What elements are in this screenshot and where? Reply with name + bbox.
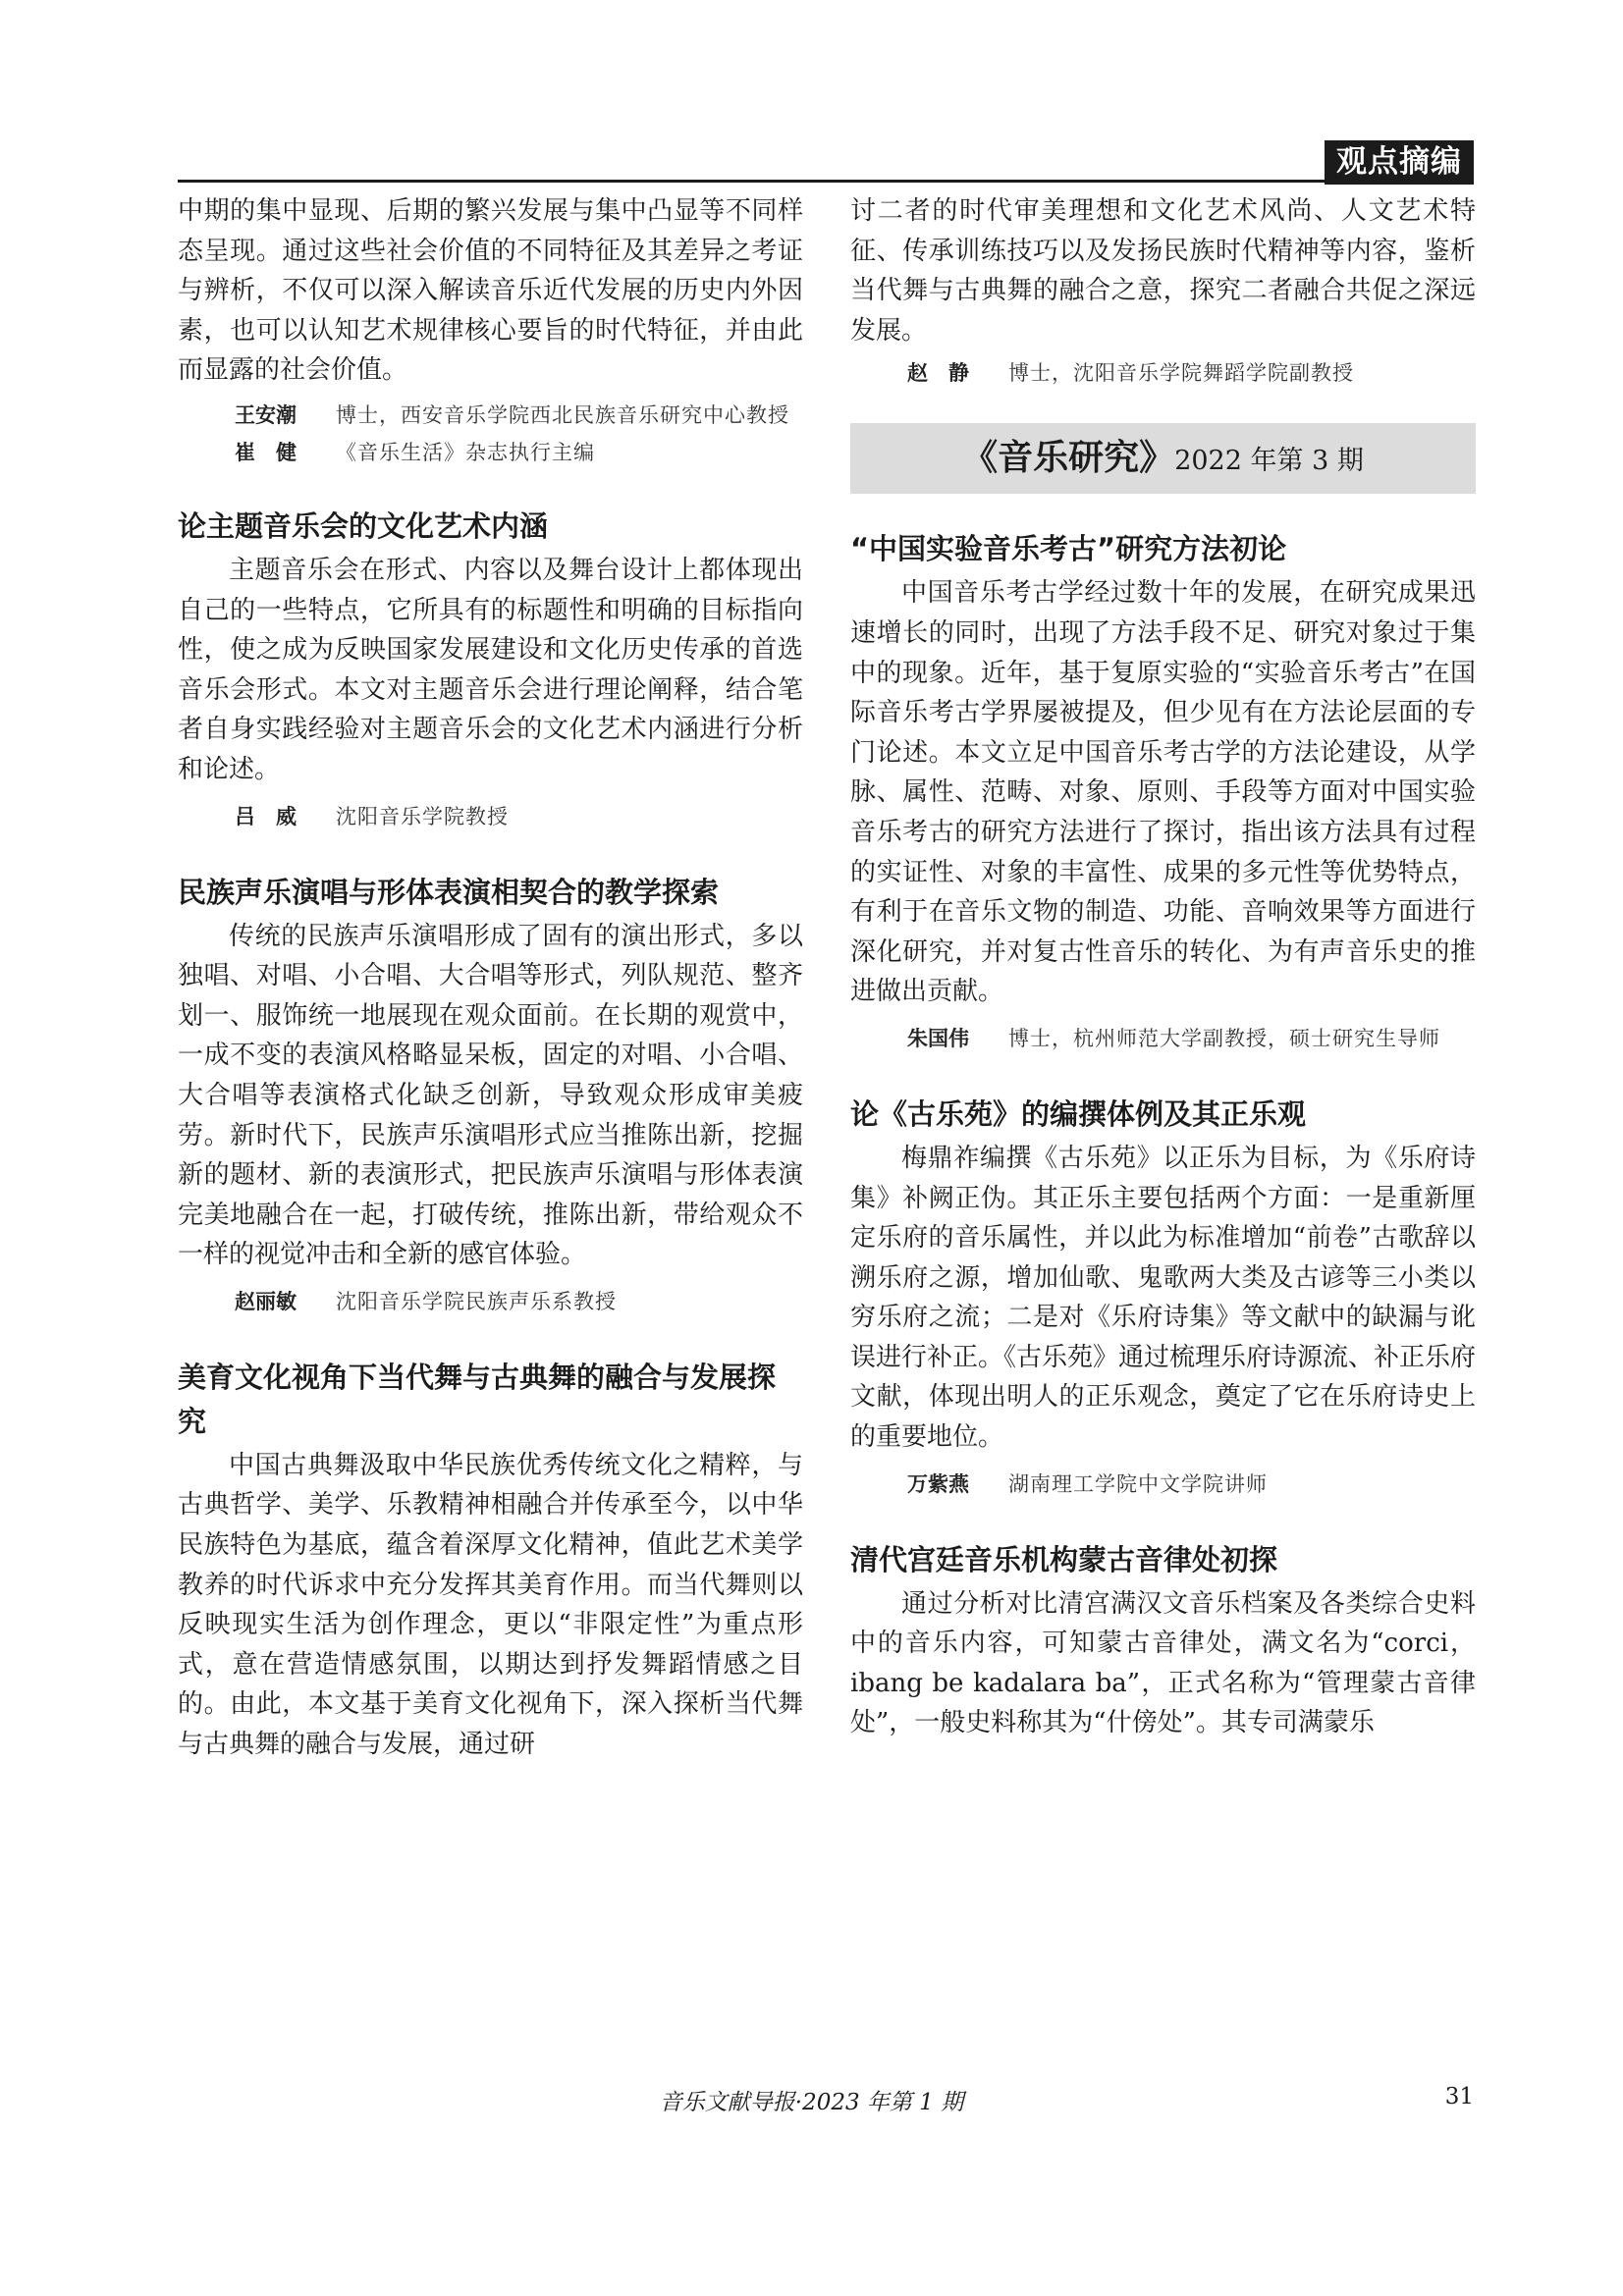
author-name: 赵丽敏 xyxy=(235,1289,297,1313)
continued-text: 中期的集中显现、后期的繁兴发展与集中凸显等不同样态呈现。通过这些社会价值的不同特征及其差异之考证与辨析，不仅可以深入解读音乐近代发展的历史内外因素，也可以认知艺术规律核心要旨的时代特征，并由此而显露的社会价值。 xyxy=(178,196,803,386)
author-line xyxy=(178,1287,803,1316)
author-name: 吕 威 xyxy=(235,804,297,828)
author-line xyxy=(178,802,803,831)
article-abstract: 主题音乐会在形式、内容以及舞台设计上都体现出自己的一些特点，它所具有的标题性和明确的目标指向性，使之成为反映国家发展建设和文化历史传承的首选音乐会形式。本文对主题音乐会进行理论阐释，结合笔者自身实践经验对主题音乐会的文化艺术内涵进行分析和论述。 xyxy=(178,555,803,784)
article-abstract: 中国古典舞汲取中华民族优秀传统文化之精粹，与古典哲学、美学、乐教精神相融合并传承至今，以中华民族特色为基底，蕴含着深厚文化精神，值此艺术美学教养的时代诉求中充分发挥其美育作用。而当代舞则以反映现实生活为创作理念，更以“非限定性”为重点形式，意在营造情感氛围，以期达到抒发舞蹈情感之目的。由此，本文基于美育文化视角下，深入探析当代舞与古典舞的融合与发展，通过研 xyxy=(178,1450,803,1760)
article xyxy=(850,1538,1476,1743)
continued-text: 讨二者的时代审美理想和文化艺术风尚、人文艺术特征、传承训练技巧以及发扬民族时代精神等内容，鉴析当代舞与古典舞的融合之意，探究二者融合共促之深远发展。 xyxy=(850,196,1476,346)
journal-issue: 2022 年第 3 期 xyxy=(1174,446,1364,477)
article-title: 清代宫廷音乐机构蒙古音律处初探 xyxy=(850,1542,1278,1576)
article-title: “中国实验音乐考古”研究方法初论 xyxy=(850,532,1287,566)
article xyxy=(178,871,803,1316)
article-title: 论《古乐苑》的编撰体例及其正乐观 xyxy=(850,1096,1307,1131)
author-affiliation: 沈阳音乐学院教授 xyxy=(336,804,509,828)
journal-name: 《音乐研究》 xyxy=(962,438,1175,479)
journal-banner xyxy=(850,423,1476,494)
author-affiliation: 湖南理工学院中文学院讲师 xyxy=(1008,1471,1268,1496)
right-column xyxy=(850,191,1476,1743)
article xyxy=(178,1356,803,1765)
author-affiliation: 博士，沈阳音乐学院舞蹈学院副教授 xyxy=(1008,361,1354,386)
author-name: 赵 静 xyxy=(907,361,969,386)
page-number: 31 xyxy=(1444,2084,1474,2109)
author-line xyxy=(178,438,803,467)
author-affiliation: 博士，西安音乐学院西北民族音乐研究中心教授 xyxy=(336,402,789,427)
author-affiliation: 沈阳音乐学院民族声乐系教授 xyxy=(336,1289,617,1313)
article xyxy=(850,527,1476,1053)
author-affiliation: 博士，杭州师范大学副教授，硕士研究生导师 xyxy=(1008,1026,1440,1050)
author-name: 崔 健 xyxy=(235,440,297,464)
article xyxy=(850,1093,1476,1499)
left-column xyxy=(178,191,803,1765)
author-affiliation: 《音乐生活》杂志执行主编 xyxy=(336,440,595,464)
article xyxy=(178,505,803,831)
footer-journal: 音乐文献导报·2023 年第 1 期 xyxy=(659,2090,964,2115)
author-line xyxy=(850,1469,1476,1499)
section-tag: 观点摘编 xyxy=(1325,140,1474,185)
article-abstract: 中国音乐考古学经过数十年的发展，在研究成果迅速增长的同时，出现了方法手段不足、研究对象过于集中的现象。近年，基于复原实验的“实验音乐考古”在国际音乐考古学界屡被提及，但少见有在方法论层面的专门论述。本文立足中国音乐考古学的方法论建设，从学脉、属性、范畴、对象、原则、手段等方面对中国实验音乐考古的研究方法进行了探讨，指出该方法具有过程的实证性、对象的丰富性、成果的多元性等优势特点，有利于在音乐文物的制造、功能、音响效果等方面进行深化研究，并对复古性音乐的转化、为有声音乐史的推进做出贡献。 xyxy=(850,578,1476,1007)
article-title: 论主题音乐会的文化艺术内涵 xyxy=(178,508,549,543)
author-name: 朱国伟 xyxy=(907,1026,969,1050)
author-name: 王安潮 xyxy=(235,402,297,427)
author-line xyxy=(178,400,803,430)
article-title: 民族声乐演唱与形体表演相契合的教学探索 xyxy=(178,875,720,909)
article-abstract: 通过分析对比清宫满汉文音乐档案及各类综合史料中的音乐内容，可知蒙古音律处，满文名为“corci，ibang be kadalara ba”，正式名称为“管理蒙古音律处”，一般史料称其为“什傍处”。其专司满蒙乐 xyxy=(850,1588,1476,1738)
article-abstract: 传统的民族声乐演唱形成了固有的演出形式，多以独唱、对唱、小合唱、大合唱等形式，列队规范、整齐划一、服饰统一地展现在观众面前。在长期的观赏中，一成不变的表演风格略显呆板，固定的对唱、小合唱、大合唱等表演格式化缺乏创新，导致观众形成审美疲劳。新时代下，民族声乐演唱形式应当推陈出新，挖掘新的题材、新的表演形式，把民族声乐演唱与形体表演完美地融合在一起，打破传统，推陈出新，带给观众不一样的视觉冲击和全新的感官体验。 xyxy=(178,921,803,1270)
article-abstract: 梅鼎祚编撰《古乐苑》以正乐为目标，为《乐府诗集》补阙正伪。其正乐主要包括两个方面：一是重新厘定乐府的音乐属性，并以此为标准增加“前卷”古歌辞以溯乐府之源，增加仙歌、鬼歌两大类及古谚等三小类以穷乐府之流；二是对《乐府诗集》等文献中的缺漏与讹误进行补正。《古乐苑》通过梳理乐府诗源流、补正乐府文献，体现出明人的正乐观念，奠定了它在乐府诗史上的重要地位。 xyxy=(850,1143,1477,1453)
author-line xyxy=(850,358,1476,388)
header-rule xyxy=(178,180,1474,183)
author-name: 万紫燕 xyxy=(907,1471,969,1496)
article-title: 美育文化视角下当代舞与古典舞的融合与发展探究 xyxy=(178,1360,777,1438)
author-line xyxy=(850,1024,1476,1053)
